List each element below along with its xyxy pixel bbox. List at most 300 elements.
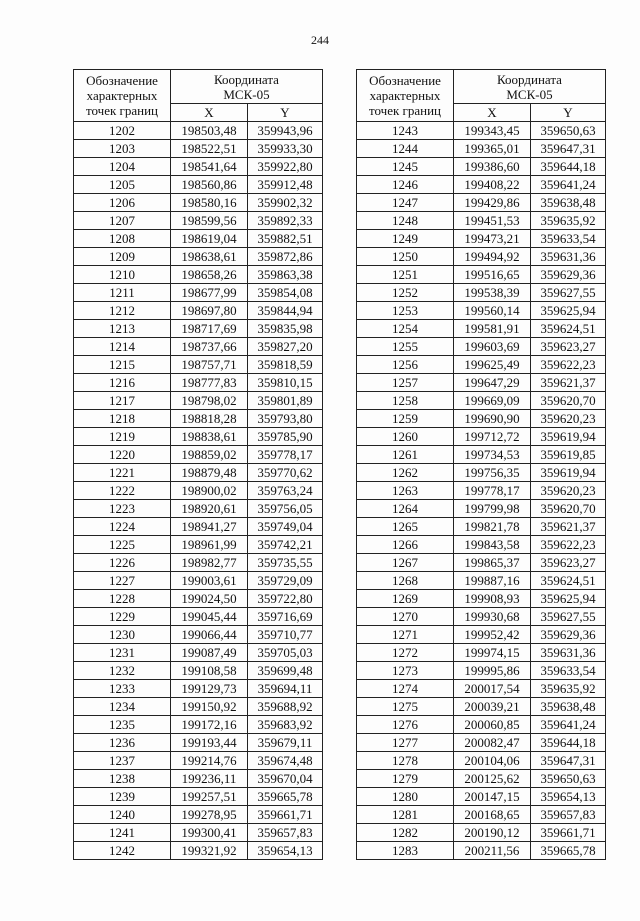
coord-x: 199386,60: [454, 158, 531, 176]
point-number: 1273: [357, 662, 454, 680]
coord-x: 199214,76: [171, 752, 248, 770]
point-number: 1274: [357, 680, 454, 698]
point-number: 1267: [357, 554, 454, 572]
table-row: [357, 176, 606, 194]
coord-y: 359621,37: [531, 518, 606, 536]
table-row: [74, 824, 323, 842]
coord-x: 200082,47: [454, 734, 531, 752]
point-number: 1254: [357, 320, 454, 338]
table-row: [357, 230, 606, 248]
point-number: 1263: [357, 482, 454, 500]
table-row: [74, 194, 323, 212]
coord-y: 359625,94: [531, 590, 606, 608]
table-row: [357, 734, 606, 752]
point-number: 1213: [74, 320, 171, 338]
point-number: 1238: [74, 770, 171, 788]
coord-x: 199974,15: [454, 644, 531, 662]
point-number: 1255: [357, 338, 454, 356]
coord-x: 199603,69: [454, 338, 531, 356]
coordinates-table-left: [73, 69, 323, 860]
table-row: [357, 320, 606, 338]
table-row: [357, 410, 606, 428]
header-coordinate: [171, 70, 323, 104]
coord-y: 359705,03: [248, 644, 323, 662]
point-number: 1208: [74, 230, 171, 248]
coord-y: 359674,48: [248, 752, 323, 770]
table-row: [74, 752, 323, 770]
coord-y: 359633,54: [531, 230, 606, 248]
table-row: [74, 428, 323, 446]
table-row: [74, 302, 323, 320]
coord-x: 199150,92: [171, 698, 248, 716]
coord-x: 199647,29: [454, 374, 531, 392]
point-number: 1224: [74, 518, 171, 536]
coord-y: 359801,89: [248, 392, 323, 410]
coord-x: 199003,61: [171, 572, 248, 590]
coord-x: 200211,56: [454, 842, 531, 860]
table-row: [357, 446, 606, 464]
coord-x: 199024,50: [171, 590, 248, 608]
coord-y: 359657,83: [248, 824, 323, 842]
table-row: [74, 212, 323, 230]
coord-y: 359619,94: [531, 428, 606, 446]
point-number: 1277: [357, 734, 454, 752]
coord-x: 199108,58: [171, 662, 248, 680]
table-row: [74, 230, 323, 248]
coord-x: 199625,49: [454, 356, 531, 374]
point-number: 1280: [357, 788, 454, 806]
table-row: [74, 284, 323, 302]
coord-x: 198941,27: [171, 518, 248, 536]
table-row: [357, 500, 606, 518]
coord-x: 198503,48: [171, 122, 248, 140]
coord-y: 359699,48: [248, 662, 323, 680]
coord-x: 199581,91: [454, 320, 531, 338]
table-row: [357, 374, 606, 392]
coord-x: 198580,16: [171, 194, 248, 212]
point-number: 1232: [74, 662, 171, 680]
header-point-label: [74, 70, 171, 122]
table-row: [357, 626, 606, 644]
coord-x: 199669,09: [454, 392, 531, 410]
coord-y: 359635,92: [531, 680, 606, 698]
table-row: [74, 572, 323, 590]
coord-x: 198900,02: [171, 482, 248, 500]
point-number: 1246: [357, 176, 454, 194]
point-number: 1250: [357, 248, 454, 266]
coord-y: 359638,48: [531, 194, 606, 212]
table-row: [74, 644, 323, 662]
coord-y: 359749,04: [248, 518, 323, 536]
coord-y: 359657,83: [531, 806, 606, 824]
coord-x: 198677,99: [171, 284, 248, 302]
coord-y: 359835,98: [248, 320, 323, 338]
point-number: 1206: [74, 194, 171, 212]
table-row: [357, 662, 606, 680]
coord-y: 359742,21: [248, 536, 323, 554]
point-number: 1233: [74, 680, 171, 698]
coord-y: 359716,69: [248, 608, 323, 626]
point-number: 1282: [357, 824, 454, 842]
coord-x: 198879,48: [171, 464, 248, 482]
point-number: 1281: [357, 806, 454, 824]
coord-y: 359943,96: [248, 122, 323, 140]
table-row: [357, 284, 606, 302]
coord-y: 359629,36: [531, 626, 606, 644]
coord-x: 198541,64: [171, 158, 248, 176]
table-row: [357, 554, 606, 572]
coord-x: 198522,51: [171, 140, 248, 158]
header-label-line: Обозначение: [369, 73, 441, 88]
coord-y: 359619,85: [531, 446, 606, 464]
point-number: 1218: [74, 410, 171, 428]
table-row: [357, 644, 606, 662]
point-number: 1256: [357, 356, 454, 374]
coord-y: 359644,18: [531, 158, 606, 176]
point-number: 1241: [74, 824, 171, 842]
coord-x: 198737,66: [171, 338, 248, 356]
table-row: [74, 446, 323, 464]
point-number: 1228: [74, 590, 171, 608]
coord-x: 200104,06: [454, 752, 531, 770]
coord-x: 198818,28: [171, 410, 248, 428]
coord-y: 359770,62: [248, 464, 323, 482]
coord-x: 200060,85: [454, 716, 531, 734]
point-number: 1244: [357, 140, 454, 158]
coord-y: 359647,31: [531, 752, 606, 770]
coord-x: 198920,61: [171, 500, 248, 518]
point-number: 1278: [357, 752, 454, 770]
point-number: 1252: [357, 284, 454, 302]
point-number: 1235: [74, 716, 171, 734]
header-y: Y: [531, 104, 606, 122]
table-row: [357, 212, 606, 230]
point-number: 1258: [357, 392, 454, 410]
point-number: 1245: [357, 158, 454, 176]
coord-x: 198757,71: [171, 356, 248, 374]
table-row: [74, 410, 323, 428]
coord-y: 359654,13: [248, 842, 323, 860]
coord-y: 359621,37: [531, 374, 606, 392]
table-row: [74, 338, 323, 356]
coord-y: 359620,70: [531, 392, 606, 410]
table-row: [74, 320, 323, 338]
coord-y: 359624,51: [531, 572, 606, 590]
coord-x: 199821,78: [454, 518, 531, 536]
coord-y: 359863,38: [248, 266, 323, 284]
coord-y: 359735,55: [248, 554, 323, 572]
table-body-left: [74, 122, 323, 860]
point-number: 1260: [357, 428, 454, 446]
table-row: [357, 536, 606, 554]
point-number: 1227: [74, 572, 171, 590]
coord-x: 199129,73: [171, 680, 248, 698]
coord-y: 359778,17: [248, 446, 323, 464]
coord-y: 359679,11: [248, 734, 323, 752]
point-number: 1222: [74, 482, 171, 500]
coord-x: 199712,72: [454, 428, 531, 446]
coord-y: 359650,63: [531, 122, 606, 140]
point-number: 1279: [357, 770, 454, 788]
coord-x: 198619,04: [171, 230, 248, 248]
coord-y: 359620,23: [531, 482, 606, 500]
coord-y: 359625,94: [531, 302, 606, 320]
table-row: [357, 266, 606, 284]
coord-x: 199451,53: [454, 212, 531, 230]
point-number: 1239: [74, 788, 171, 806]
coord-y: 359638,48: [531, 698, 606, 716]
table-row: [357, 752, 606, 770]
coord-x: 199087,49: [171, 644, 248, 662]
point-number: 1209: [74, 248, 171, 266]
coord-x: 199066,44: [171, 626, 248, 644]
point-number: 1259: [357, 410, 454, 428]
coord-x: 198982,77: [171, 554, 248, 572]
coord-x: 199321,92: [171, 842, 248, 860]
coordinates-table-right: [356, 69, 606, 860]
coord-x: 199172,16: [171, 716, 248, 734]
coord-y: 359785,90: [248, 428, 323, 446]
coord-x: 199887,16: [454, 572, 531, 590]
coord-y: 359922,80: [248, 158, 323, 176]
coord-y: 359683,92: [248, 716, 323, 734]
table-row: [74, 626, 323, 644]
coord-x: 199193,44: [171, 734, 248, 752]
table-row: [74, 482, 323, 500]
header-label-line: точек границ: [368, 103, 442, 118]
coord-y: 359627,55: [531, 284, 606, 302]
coord-x: 199843,58: [454, 536, 531, 554]
table-row: [357, 680, 606, 698]
coord-y: 359641,24: [531, 716, 606, 734]
table-row: [357, 698, 606, 716]
point-number: 1220: [74, 446, 171, 464]
coord-x: 199045,44: [171, 608, 248, 626]
point-number: 1240: [74, 806, 171, 824]
coord-y: 359810,15: [248, 374, 323, 392]
table-row: [357, 788, 606, 806]
table-row: [357, 824, 606, 842]
coord-x: 199278,95: [171, 806, 248, 824]
coord-y: 359654,13: [531, 788, 606, 806]
header-coord-line: Координата: [497, 71, 562, 87]
table-row: [74, 464, 323, 482]
header-point-label: [357, 70, 454, 122]
coord-y: 359763,24: [248, 482, 323, 500]
coord-y: 359844,94: [248, 302, 323, 320]
coord-y: 359641,24: [531, 176, 606, 194]
coord-y: 359629,36: [531, 266, 606, 284]
coord-x: 198560,86: [171, 176, 248, 194]
point-number: 1221: [74, 464, 171, 482]
coord-y: 359631,36: [531, 248, 606, 266]
coord-x: 199473,21: [454, 230, 531, 248]
table-row: [357, 158, 606, 176]
point-number: 1207: [74, 212, 171, 230]
header-coordinate: [454, 70, 606, 104]
table-row: [357, 248, 606, 266]
point-number: 1275: [357, 698, 454, 716]
coord-x: 200190,12: [454, 824, 531, 842]
coord-x: 199365,01: [454, 140, 531, 158]
table-row: [357, 392, 606, 410]
coord-y: 359722,80: [248, 590, 323, 608]
table-row: [357, 572, 606, 590]
point-number: 1203: [74, 140, 171, 158]
coord-y: 359933,30: [248, 140, 323, 158]
coord-y: 359644,18: [531, 734, 606, 752]
table-row: [357, 770, 606, 788]
table-row: [74, 716, 323, 734]
coord-y: 359620,23: [531, 410, 606, 428]
coord-x: 199560,14: [454, 302, 531, 320]
coord-y: 359620,70: [531, 500, 606, 518]
coord-x: 199995,86: [454, 662, 531, 680]
coord-x: 199799,98: [454, 500, 531, 518]
coord-y: 359710,77: [248, 626, 323, 644]
coord-y: 359793,80: [248, 410, 323, 428]
point-number: 1225: [74, 536, 171, 554]
point-number: 1231: [74, 644, 171, 662]
coord-y: 359827,20: [248, 338, 323, 356]
table-row: [74, 788, 323, 806]
coord-x: 198638,61: [171, 248, 248, 266]
table-row: [357, 608, 606, 626]
point-number: 1226: [74, 554, 171, 572]
table-body-right: [357, 122, 606, 860]
coord-y: 359647,31: [531, 140, 606, 158]
coord-x: 198859,02: [171, 446, 248, 464]
point-number: 1283: [357, 842, 454, 860]
header-x: X: [171, 104, 248, 122]
point-number: 1262: [357, 464, 454, 482]
point-number: 1257: [357, 374, 454, 392]
table-row: [74, 122, 323, 140]
table-row: [357, 518, 606, 536]
table-row: [74, 680, 323, 698]
coord-x: 199865,37: [454, 554, 531, 572]
table-row: [357, 338, 606, 356]
table-row: [74, 176, 323, 194]
point-number: 1204: [74, 158, 171, 176]
table-row: [357, 122, 606, 140]
coord-y: 359665,78: [531, 842, 606, 860]
table-row: [74, 158, 323, 176]
table-row: [74, 536, 323, 554]
header-y: Y: [248, 104, 323, 122]
coord-x: 198599,56: [171, 212, 248, 230]
coord-x: 200125,62: [454, 770, 531, 788]
coord-y: 359623,27: [531, 338, 606, 356]
coord-x: 200147,15: [454, 788, 531, 806]
table-row: [74, 500, 323, 518]
point-number: 1253: [357, 302, 454, 320]
table-row: [357, 842, 606, 860]
coord-y: 359872,86: [248, 248, 323, 266]
page-number: 244: [311, 33, 329, 47]
coord-x: 200017,54: [454, 680, 531, 698]
table-row: [74, 734, 323, 752]
point-number: 1261: [357, 446, 454, 464]
coord-y: 359619,94: [531, 464, 606, 482]
coord-y: 359661,71: [248, 806, 323, 824]
table-row: [357, 482, 606, 500]
coord-x: 198697,80: [171, 302, 248, 320]
table-row: [74, 356, 323, 374]
coord-x: 199538,39: [454, 284, 531, 302]
header-label-line: характерных: [86, 88, 158, 103]
header-label-line: характерных: [369, 88, 441, 103]
point-number: 1205: [74, 176, 171, 194]
table-row: [74, 140, 323, 158]
table-row: [357, 590, 606, 608]
table-row: [74, 698, 323, 716]
coord-y: 359729,09: [248, 572, 323, 590]
coord-x: 199494,92: [454, 248, 531, 266]
table-row: [74, 266, 323, 284]
table-row: [74, 608, 323, 626]
table-row: [357, 428, 606, 446]
table-row: [74, 806, 323, 824]
coord-x: 200168,65: [454, 806, 531, 824]
coord-x: 199952,42: [454, 626, 531, 644]
point-number: 1271: [357, 626, 454, 644]
coord-x: 199408,22: [454, 176, 531, 194]
point-number: 1276: [357, 716, 454, 734]
point-number: 1216: [74, 374, 171, 392]
table-row: [357, 806, 606, 824]
point-number: 1270: [357, 608, 454, 626]
coord-x: 199236,11: [171, 770, 248, 788]
coord-y: 359902,32: [248, 194, 323, 212]
coord-x: 198658,26: [171, 266, 248, 284]
point-number: 1215: [74, 356, 171, 374]
coord-y: 359694,11: [248, 680, 323, 698]
coord-y: 359892,33: [248, 212, 323, 230]
header-coord-line: Координата: [214, 71, 279, 87]
point-number: 1237: [74, 752, 171, 770]
point-number: 1234: [74, 698, 171, 716]
coord-x: 199778,17: [454, 482, 531, 500]
point-number: 1247: [357, 194, 454, 212]
point-number: 1236: [74, 734, 171, 752]
coord-x: 198798,02: [171, 392, 248, 410]
coord-x: 199930,68: [454, 608, 531, 626]
coord-y: 359622,23: [531, 356, 606, 374]
header-coord-line: МСК-05: [506, 86, 553, 102]
table-row: [357, 140, 606, 158]
point-number: 1265: [357, 518, 454, 536]
point-number: 1202: [74, 122, 171, 140]
point-number: 1264: [357, 500, 454, 518]
point-number: 1219: [74, 428, 171, 446]
header-label-line: Обозначение: [86, 73, 158, 88]
coord-x: 199300,41: [171, 824, 248, 842]
coord-x: 199756,35: [454, 464, 531, 482]
coord-y: 359688,92: [248, 698, 323, 716]
coord-x: 198717,69: [171, 320, 248, 338]
point-number: 1248: [357, 212, 454, 230]
coord-x: 199690,90: [454, 410, 531, 428]
coord-y: 359854,08: [248, 284, 323, 302]
coord-y: 359665,78: [248, 788, 323, 806]
table-row: [74, 770, 323, 788]
coord-y: 359622,23: [531, 536, 606, 554]
coord-x: 198961,99: [171, 536, 248, 554]
point-number: 1249: [357, 230, 454, 248]
table-row: [74, 248, 323, 266]
coord-y: 359635,92: [531, 212, 606, 230]
